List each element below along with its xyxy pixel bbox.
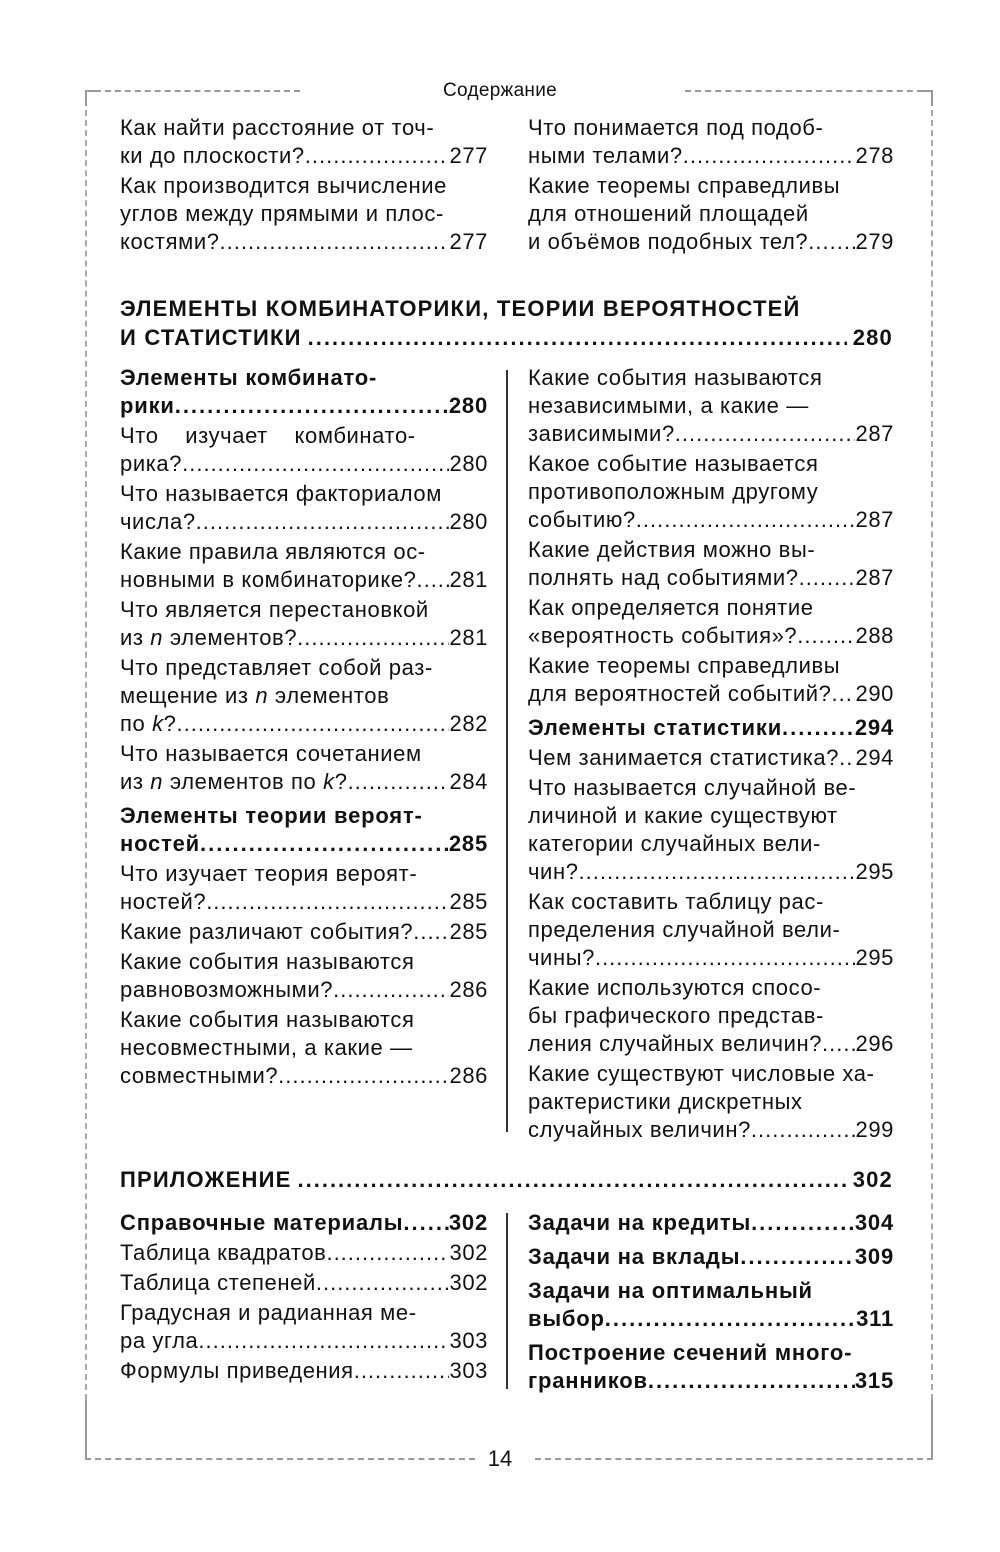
- column-divider: [506, 1213, 508, 1389]
- top-right-column: [528, 114, 894, 258]
- page-ref: 277: [449, 229, 488, 254]
- toc-entry: Какие используются спосо- бы графического представ- ления случайных величин? ..... 296: [528, 974, 894, 1058]
- toc-subsection: Элементы теории вероят- ностей ..... 285: [120, 802, 488, 858]
- toc-entry: Что изучает комбинато- рика? ..... 280: [120, 422, 488, 478]
- toc-entry: Что называется случайной ве- личиной и какие существуют категории случайных вели- чин? ..... 295: [528, 774, 894, 886]
- column-divider: [506, 370, 508, 1132]
- running-header: Содержание: [442, 80, 558, 101]
- page-ref: 285: [449, 919, 488, 944]
- toc-entry: Какие события называются равновозможными? ..... 286: [120, 948, 488, 1004]
- toc-entry: Что представляет собой раз- мещение из n элементов по k? ..... 282: [120, 654, 488, 738]
- page-ref: 290: [855, 681, 894, 706]
- page-number: 14: [487, 1446, 513, 1471]
- page-ref: 303: [449, 1358, 488, 1383]
- page-ref: 281: [449, 567, 488, 592]
- section-heading-appendix: ПРИЛОЖЕНИЕ ..... 302: [120, 1165, 893, 1194]
- toc-entry: Что называется факториалом числа? ..... 280: [120, 480, 488, 536]
- toc-entry: Как производится вычисление углов между прямыми и плос- костями? ..... 277: [120, 172, 488, 256]
- page-ref: 302: [449, 1270, 488, 1295]
- frame-right-dash: [931, 110, 933, 1400]
- section1-right-column: [528, 364, 894, 1146]
- toc-entry: Чем занимается статистика? ..... 294: [528, 744, 894, 772]
- page-ref: 315: [854, 1368, 894, 1393]
- page-ref: 296: [855, 1031, 894, 1056]
- toc-entry: Градусная и радианная ме- ра угла ..... 303: [120, 1299, 488, 1355]
- toc-subsection: Элементы комбинато- рики ..... 280: [120, 364, 488, 420]
- page-ref: 295: [855, 859, 894, 884]
- page-ref: 278: [855, 143, 894, 168]
- toc-entry: Как найти расстояние от точ- ки до плоскости? ..... 277: [120, 114, 488, 170]
- toc-entry: Таблица квадратов ..... 302: [120, 1239, 488, 1267]
- page-ref: 302: [448, 1210, 488, 1235]
- frame-left-dash: [85, 110, 87, 1400]
- page-ref: 299: [855, 1117, 894, 1142]
- toc-entry: Какие события называются независимыми, а какие — зависимыми? ..... 287: [528, 364, 894, 448]
- toc-entry: Какие события называются несовместными, а какие — совместными? ..... 286: [120, 1006, 488, 1090]
- toc-entry: Что называется сочетанием из n элементов по k? ..... 284: [120, 740, 488, 796]
- toc-entry: Какие действия можно вы- полнять над событиями? ..... 287: [528, 536, 894, 592]
- toc-subsection: Задачи на оптимальный выбор ..... 311: [528, 1277, 894, 1333]
- page-ref: 280: [852, 325, 893, 350]
- toc-entry: Какие теоремы справедливы для отношений площадей и объёмов подобных тел? ..... 279: [528, 172, 894, 256]
- page-ref: 302: [852, 1167, 893, 1192]
- section1-left-column: [120, 364, 488, 1092]
- page-ref: 311: [856, 1306, 894, 1331]
- toc-entry: Какое событие называется противоположным другому событию? ..... 287: [528, 450, 894, 534]
- page-ref: 281: [449, 625, 488, 650]
- top-left-column: [120, 114, 488, 258]
- page-ref: 295: [855, 945, 894, 970]
- page-ref: 304: [854, 1210, 894, 1235]
- page-ref: 284: [449, 769, 488, 794]
- page-ref: 287: [855, 565, 894, 590]
- toc-entry: Что является перестановкой из n элементов? ..... 281: [120, 596, 488, 652]
- toc-entry: Таблица степеней ..... 302: [120, 1269, 488, 1297]
- page-ref: 282: [449, 711, 488, 736]
- page-ref: 285: [449, 889, 488, 914]
- toc-subsection: Элементы статистики ..... 294: [528, 714, 894, 742]
- page-ref: 287: [855, 507, 894, 532]
- section2-left-column: [120, 1209, 488, 1387]
- page-ref: 309: [854, 1244, 894, 1269]
- page-ref: 287: [855, 421, 894, 446]
- page-ref: 303: [449, 1328, 488, 1353]
- toc-entry: Какие различают события? ..... 285: [120, 918, 488, 946]
- toc-subsection: Задачи на вклады ..... 309: [528, 1243, 894, 1271]
- page-ref: 280: [448, 393, 488, 418]
- page-ref: 286: [449, 977, 488, 1002]
- page-ref: 294: [854, 715, 894, 740]
- section2-right-column: [528, 1209, 894, 1397]
- toc-entry: Какие существуют числовые ха- рактеристики дискретных случайных величин? ..... 299: [528, 1060, 894, 1144]
- page-ref: 302: [449, 1240, 488, 1265]
- page-ref: 286: [449, 1063, 488, 1088]
- toc-subsection: Справочные материалы ..... 302: [120, 1209, 488, 1237]
- page-ref: 285: [448, 831, 488, 856]
- toc-subsection: Построение сечений много- гранников ..... 315: [528, 1339, 894, 1395]
- toc-entry: Как определяется понятие «вероятность события»? ..... 288: [528, 594, 894, 650]
- page-ref: 288: [855, 623, 894, 648]
- toc-subsection: Задачи на кредиты ..... 304: [528, 1209, 894, 1237]
- toc-entry: Что изучает теория вероят- ностей? ..... 285: [120, 860, 488, 916]
- page-ref: 280: [449, 451, 488, 476]
- toc-entry: Что понимается под подоб- ными телами? ..... 278: [528, 114, 894, 170]
- page-ref: 279: [855, 229, 894, 254]
- toc-entry: Формулы приведения ..... 303: [120, 1357, 488, 1385]
- toc-entry: Какие правила являются ос- новными в комбинаторике? ..... 281: [120, 538, 488, 594]
- page-ref: 280: [449, 509, 488, 534]
- page-ref: 277: [449, 143, 488, 168]
- page-ref: 294: [855, 745, 894, 770]
- toc-entry: Как составить таблицу рас- пределения случайной вели- чины? ..... 295: [528, 888, 894, 972]
- section-heading-combinatorics: ЭЛЕМЕНТЫ КОМБИНАТОРИКИ, ТЕОРИИ ВЕРОЯТНОСТЕЙ И СТАТИСТИКИ ..... 280: [120, 294, 893, 352]
- toc-entry: Какие теоремы справедливы для вероятностей событий? ..... 290: [528, 652, 894, 708]
